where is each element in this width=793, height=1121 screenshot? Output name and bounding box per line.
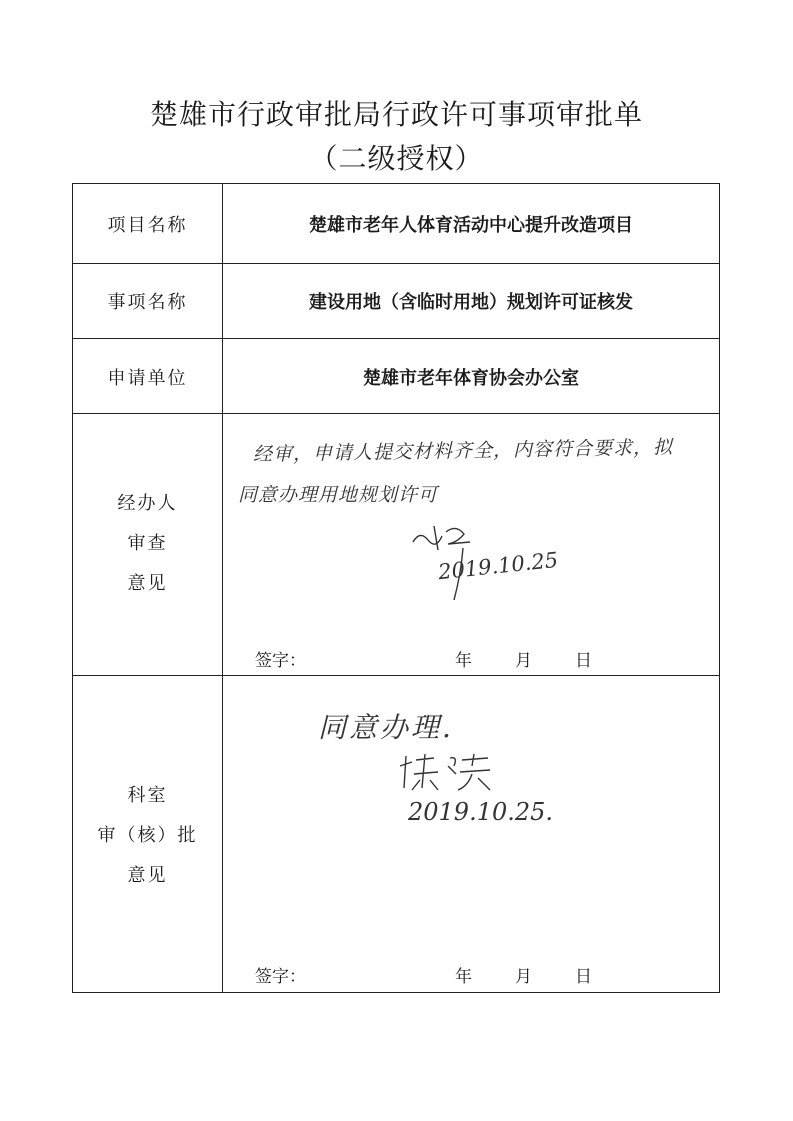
department-approval-label-line: 科室 (127, 785, 168, 806)
item-name-value: 建设用地（含临时用地）规划许可证核发 (309, 292, 633, 313)
department-approval-label-line: 意见 (127, 865, 168, 886)
project-name-label: 项目名称 (107, 215, 188, 236)
document-subtitle: （二级授权） (309, 142, 484, 175)
applicant-label: 申请单位 (107, 368, 188, 389)
department-approval-label-line: 审（核）批 (97, 825, 198, 846)
handler-review-label-line: 意见 (127, 573, 168, 594)
applicant-value: 楚雄市老年体育协会办公室 (363, 368, 579, 389)
signature-label: 签字： (255, 651, 306, 671)
department-approval-label (73, 776, 222, 896)
row-divider (73, 413, 719, 414)
handwritten-opinion-line1: 经审，申请人提交材料齐全，内容符合要求，拟 (252, 436, 674, 466)
handler-signature (408, 520, 478, 560)
date-day: 日 (575, 967, 592, 987)
project-name-value: 楚雄市老年人体育活动中心提升改造项目 (309, 215, 633, 236)
date-month: 月 (515, 967, 532, 987)
row-divider (73, 263, 719, 264)
date-year: 年 (455, 651, 472, 671)
handwritten-opinion-line2: 同意办理用地规划许可 (238, 484, 439, 506)
date-month: 月 (515, 651, 532, 671)
handler-review-label (73, 484, 222, 604)
approval-form-table (72, 183, 720, 993)
handler-review-label-line: 审查 (127, 533, 168, 554)
date-day: 日 (575, 651, 592, 671)
handwritten-date-2: 2019.10.25. (408, 798, 554, 826)
handwritten-approval-opinion: 同意办理. (318, 711, 454, 744)
handler-review-label-line: 经办人 (117, 493, 178, 514)
date-year: 年 (455, 967, 472, 987)
row-divider (73, 338, 719, 339)
handwritten-date-1: 2019.10.25 (437, 547, 560, 585)
item-name-label: 事项名称 (107, 292, 188, 313)
document-title: 楚雄市行政审批局行政许可事项审批单 (149, 98, 643, 131)
signature-label: 签字： (255, 967, 306, 987)
approver-signature (398, 750, 498, 794)
row-divider (73, 675, 719, 676)
